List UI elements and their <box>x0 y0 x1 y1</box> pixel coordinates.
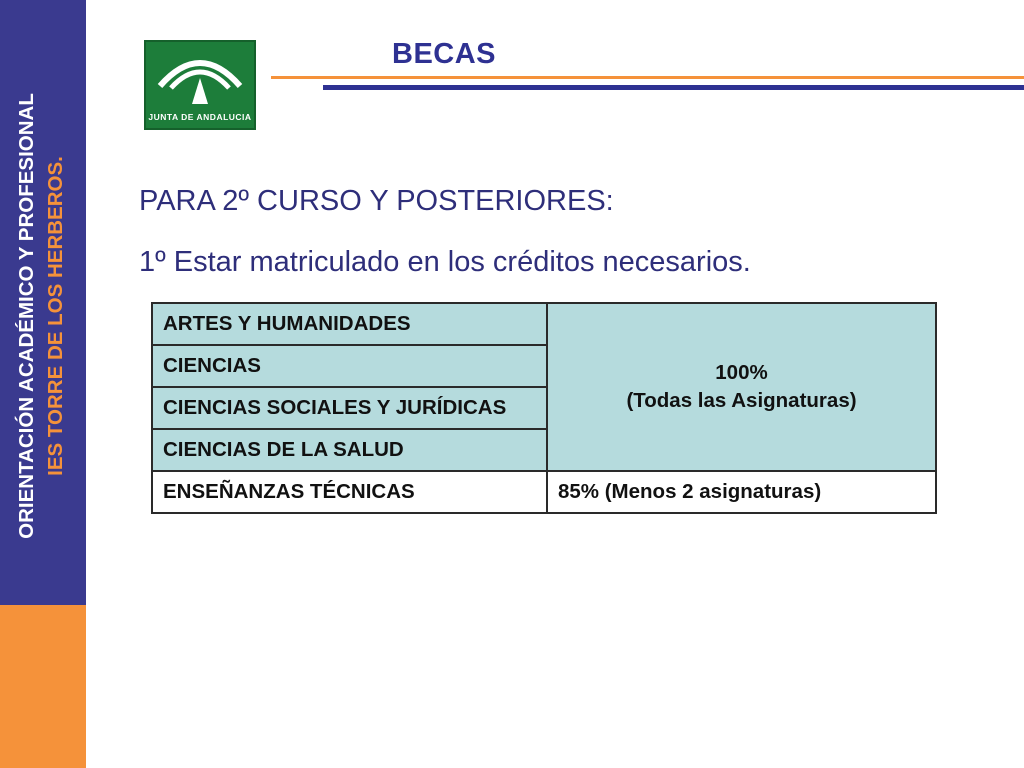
logo-text: JUNTA DE ANDALUCIA <box>148 112 252 122</box>
requirements-table <box>151 302 937 514</box>
requirement-text: 1º Estar matriculado en los créditos necesarios. <box>139 246 751 278</box>
sidebar-accent-block <box>0 605 86 768</box>
table-cell-label: ENSEÑANZAS TÉCNICAS <box>152 471 547 513</box>
table-row <box>152 303 936 345</box>
table-cell-label: ARTES Y HUMANIDADES <box>152 303 547 345</box>
table-cell-label: CIENCIAS <box>152 345 547 387</box>
table-cell-label: CIENCIAS SOCIALES Y JURÍDICAS <box>152 387 547 429</box>
sidebar-line-1: ORIENTACIÓN ACADÉMICO Y PROFESIONAL <box>15 93 38 539</box>
merged-value-line-2: (Todas las Asignaturas) <box>626 389 857 412</box>
table-cell-value: 85% (Menos 2 asignaturas) <box>547 471 936 513</box>
table-cell-merged-value <box>547 303 936 471</box>
merged-value-line-1: 100% <box>715 361 768 384</box>
page-title: BECAS <box>392 38 497 70</box>
title-rule-blue <box>323 85 1024 90</box>
title-rule-orange <box>271 76 1024 79</box>
section-heading: PARA 2º CURSO Y POSTERIORES: <box>139 185 614 217</box>
junta-andalucia-logo <box>144 40 256 130</box>
table-row <box>152 471 936 513</box>
sidebar-line-2: IES TORRE DE LOS HERBEROS. <box>44 156 67 476</box>
table-cell-label: CIENCIAS DE LA SALUD <box>152 429 547 471</box>
sidebar-vertical-text <box>12 36 74 596</box>
